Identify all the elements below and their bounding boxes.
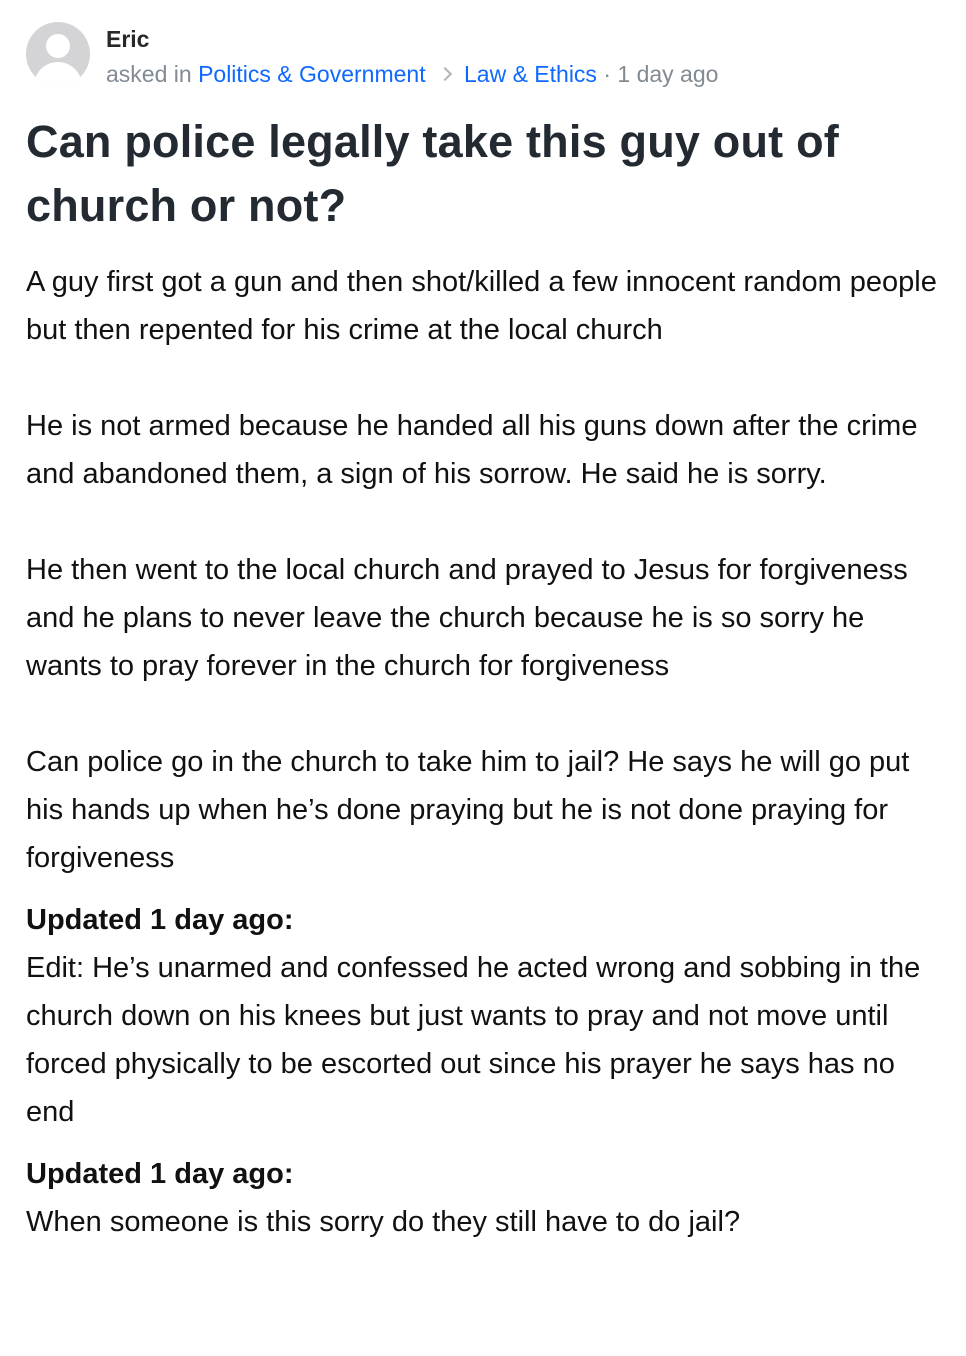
question-paragraph: A guy first got a gun and then shot/killed a few innocent random people but then repented for his crime at the local church (26, 266, 937, 346)
asker-name[interactable]: Eric (106, 26, 150, 52)
question-title: Can police legally take this guy out of church or not? (26, 116, 839, 231)
subcategory-link[interactable]: Law & Ethics (463, 61, 597, 87)
update-text: Edit: He’s unarmed and confessed he acted wrong and sobbing in the church down on his knees but just wants to pray and not move until forced physically to be escorted out since his prayer he says has no end (26, 952, 921, 1128)
category-link[interactable]: Politics & Government (198, 61, 426, 87)
update-text: When someone is this sorry do they still have to do jail? (26, 1206, 741, 1238)
question-paragraph: He then went to the local church and prayed to Jesus for forgiveness and he plans to never leave the church because he is so sorry he wants to pray forever in the church for forgiveness (26, 554, 908, 682)
question-update (26, 896, 946, 1136)
update-label: Updated 1 day ago: (26, 904, 294, 936)
question-paragraph: Can police go in the church to take him to jail? He says he will go put his hands up when he’s done praying but he is not done praying for forgiveness (26, 746, 910, 874)
asker-meta (106, 58, 718, 90)
question-paragraph: He is not armed because he handed all his guns down after the crime and abandoned them, a sign of his sorrow. He said he is sorry. (26, 410, 918, 490)
avatar-shoulders-shape (34, 62, 82, 86)
avatar[interactable] (26, 22, 90, 86)
question-update (26, 1150, 946, 1246)
question-body (26, 258, 946, 882)
chevron-right-icon (438, 67, 452, 81)
asked-time: 1 day ago (617, 61, 719, 87)
update-label: Updated 1 day ago: (26, 1158, 294, 1190)
avatar-head-shape (46, 34, 70, 58)
asked-in-text: asked in (106, 61, 192, 87)
meta-separator: · (603, 61, 611, 87)
asker-header (26, 20, 946, 90)
question-page (26, 20, 946, 1246)
